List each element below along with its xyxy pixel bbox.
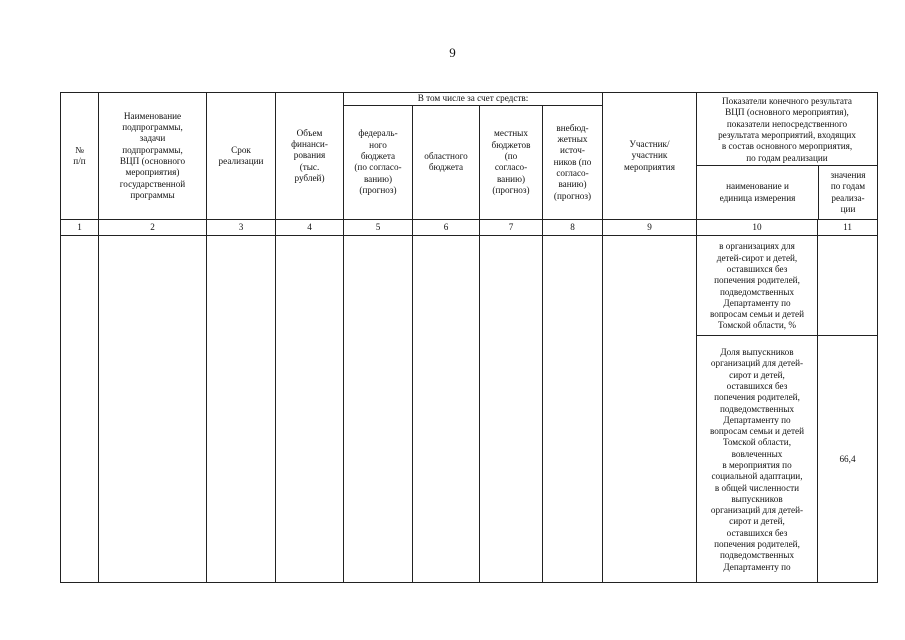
column-number: 4 [276, 220, 344, 236]
header-col-6-text: областного бюджета [424, 150, 468, 173]
empty-cell [543, 236, 603, 583]
column-number: 3 [207, 220, 276, 236]
header-col-3-text: Срок реализации [218, 144, 264, 166]
column-number: 1 [61, 220, 99, 236]
column-number: 11 [818, 220, 878, 236]
indicator-name: Доля выпускников организаций для детей- сирот и детей, оставшихся без попечения родителей, подведомственных Департаменту по вопросам семьи и детей Томской области, вовлеченных в мероприятия по социальной адаптации, в общей численности выпускников организаций для детей- сирот и детей, оставшихся без попечения родителей, подведомственных Департаменту по [697, 336, 818, 583]
indicator-value: 66,4 [818, 336, 878, 583]
indicator-name: в организациях для детей-сирот и детей, оставшихся без попечения родителей, подведомственных Департаменту по вопросам семьи и детей Томской области, % [697, 236, 818, 336]
column-number: 10 [697, 220, 818, 236]
header-col-8 [543, 105, 603, 219]
header-col-10: наименование и единица измерения [697, 166, 819, 219]
empty-cell [207, 236, 276, 583]
empty-cell [603, 236, 697, 583]
empty-cell [276, 236, 344, 583]
empty-cell [413, 236, 480, 583]
header-col-2-text: Наименование подпрограммы, задачи подпрограммы, ВЦП (основного мероприятия) государственной программы [119, 110, 186, 200]
empty-cell [480, 236, 543, 583]
header-col-7-text: местных бюджетов (по согласо- ванию) (прогноз) [491, 128, 531, 195]
header-col-8-text: внебюд- жетных источ- ников (по согласо- ванию) (прогноз) [553, 122, 592, 201]
header-indicators-group [697, 93, 878, 220]
header-col-2 [99, 93, 207, 220]
program-table [60, 92, 878, 583]
header-col-9-text: Участник/ участник мероприятия [624, 139, 675, 172]
empty-cell [99, 236, 207, 583]
column-number: 9 [603, 220, 697, 236]
header-col-5-text: федераль- ного бюджета (по согласо- ванию) (прогноз) [354, 128, 402, 195]
header-funds-group-text: В том числе за счет средств: [417, 93, 529, 104]
header-col-1-text: № п/п [73, 144, 86, 166]
header-col-4 [276, 93, 344, 220]
column-number: 2 [99, 220, 207, 236]
indicator-value [818, 236, 878, 336]
header-col-1 [61, 93, 99, 220]
empty-cell [61, 236, 99, 583]
column-number: 8 [543, 220, 603, 236]
column-number: 6 [413, 220, 480, 236]
header-col-11: значения по годам реализа- ции [830, 169, 866, 214]
header-col-3 [207, 93, 276, 220]
column-number-row [61, 220, 878, 236]
header-col-6 [413, 105, 480, 219]
header-col-7 [480, 105, 543, 219]
header-col-5 [344, 105, 413, 219]
column-number: 7 [480, 220, 543, 236]
header-col-4-text: Объем финанси- рования (тыс. рублей) [291, 127, 328, 183]
header-funds-group [344, 93, 603, 106]
column-number: 5 [344, 220, 413, 236]
table-row [61, 236, 878, 336]
page-number: 9 [449, 45, 456, 60]
header-indicators-text: Показатели конечного результата ВЦП (основного мероприятия), показатели непосредственного результата мероприятий, входящих в состав основного мероприятия, по годам реализации [697, 95, 877, 166]
header-col-9 [603, 93, 697, 220]
empty-cell [344, 236, 413, 583]
